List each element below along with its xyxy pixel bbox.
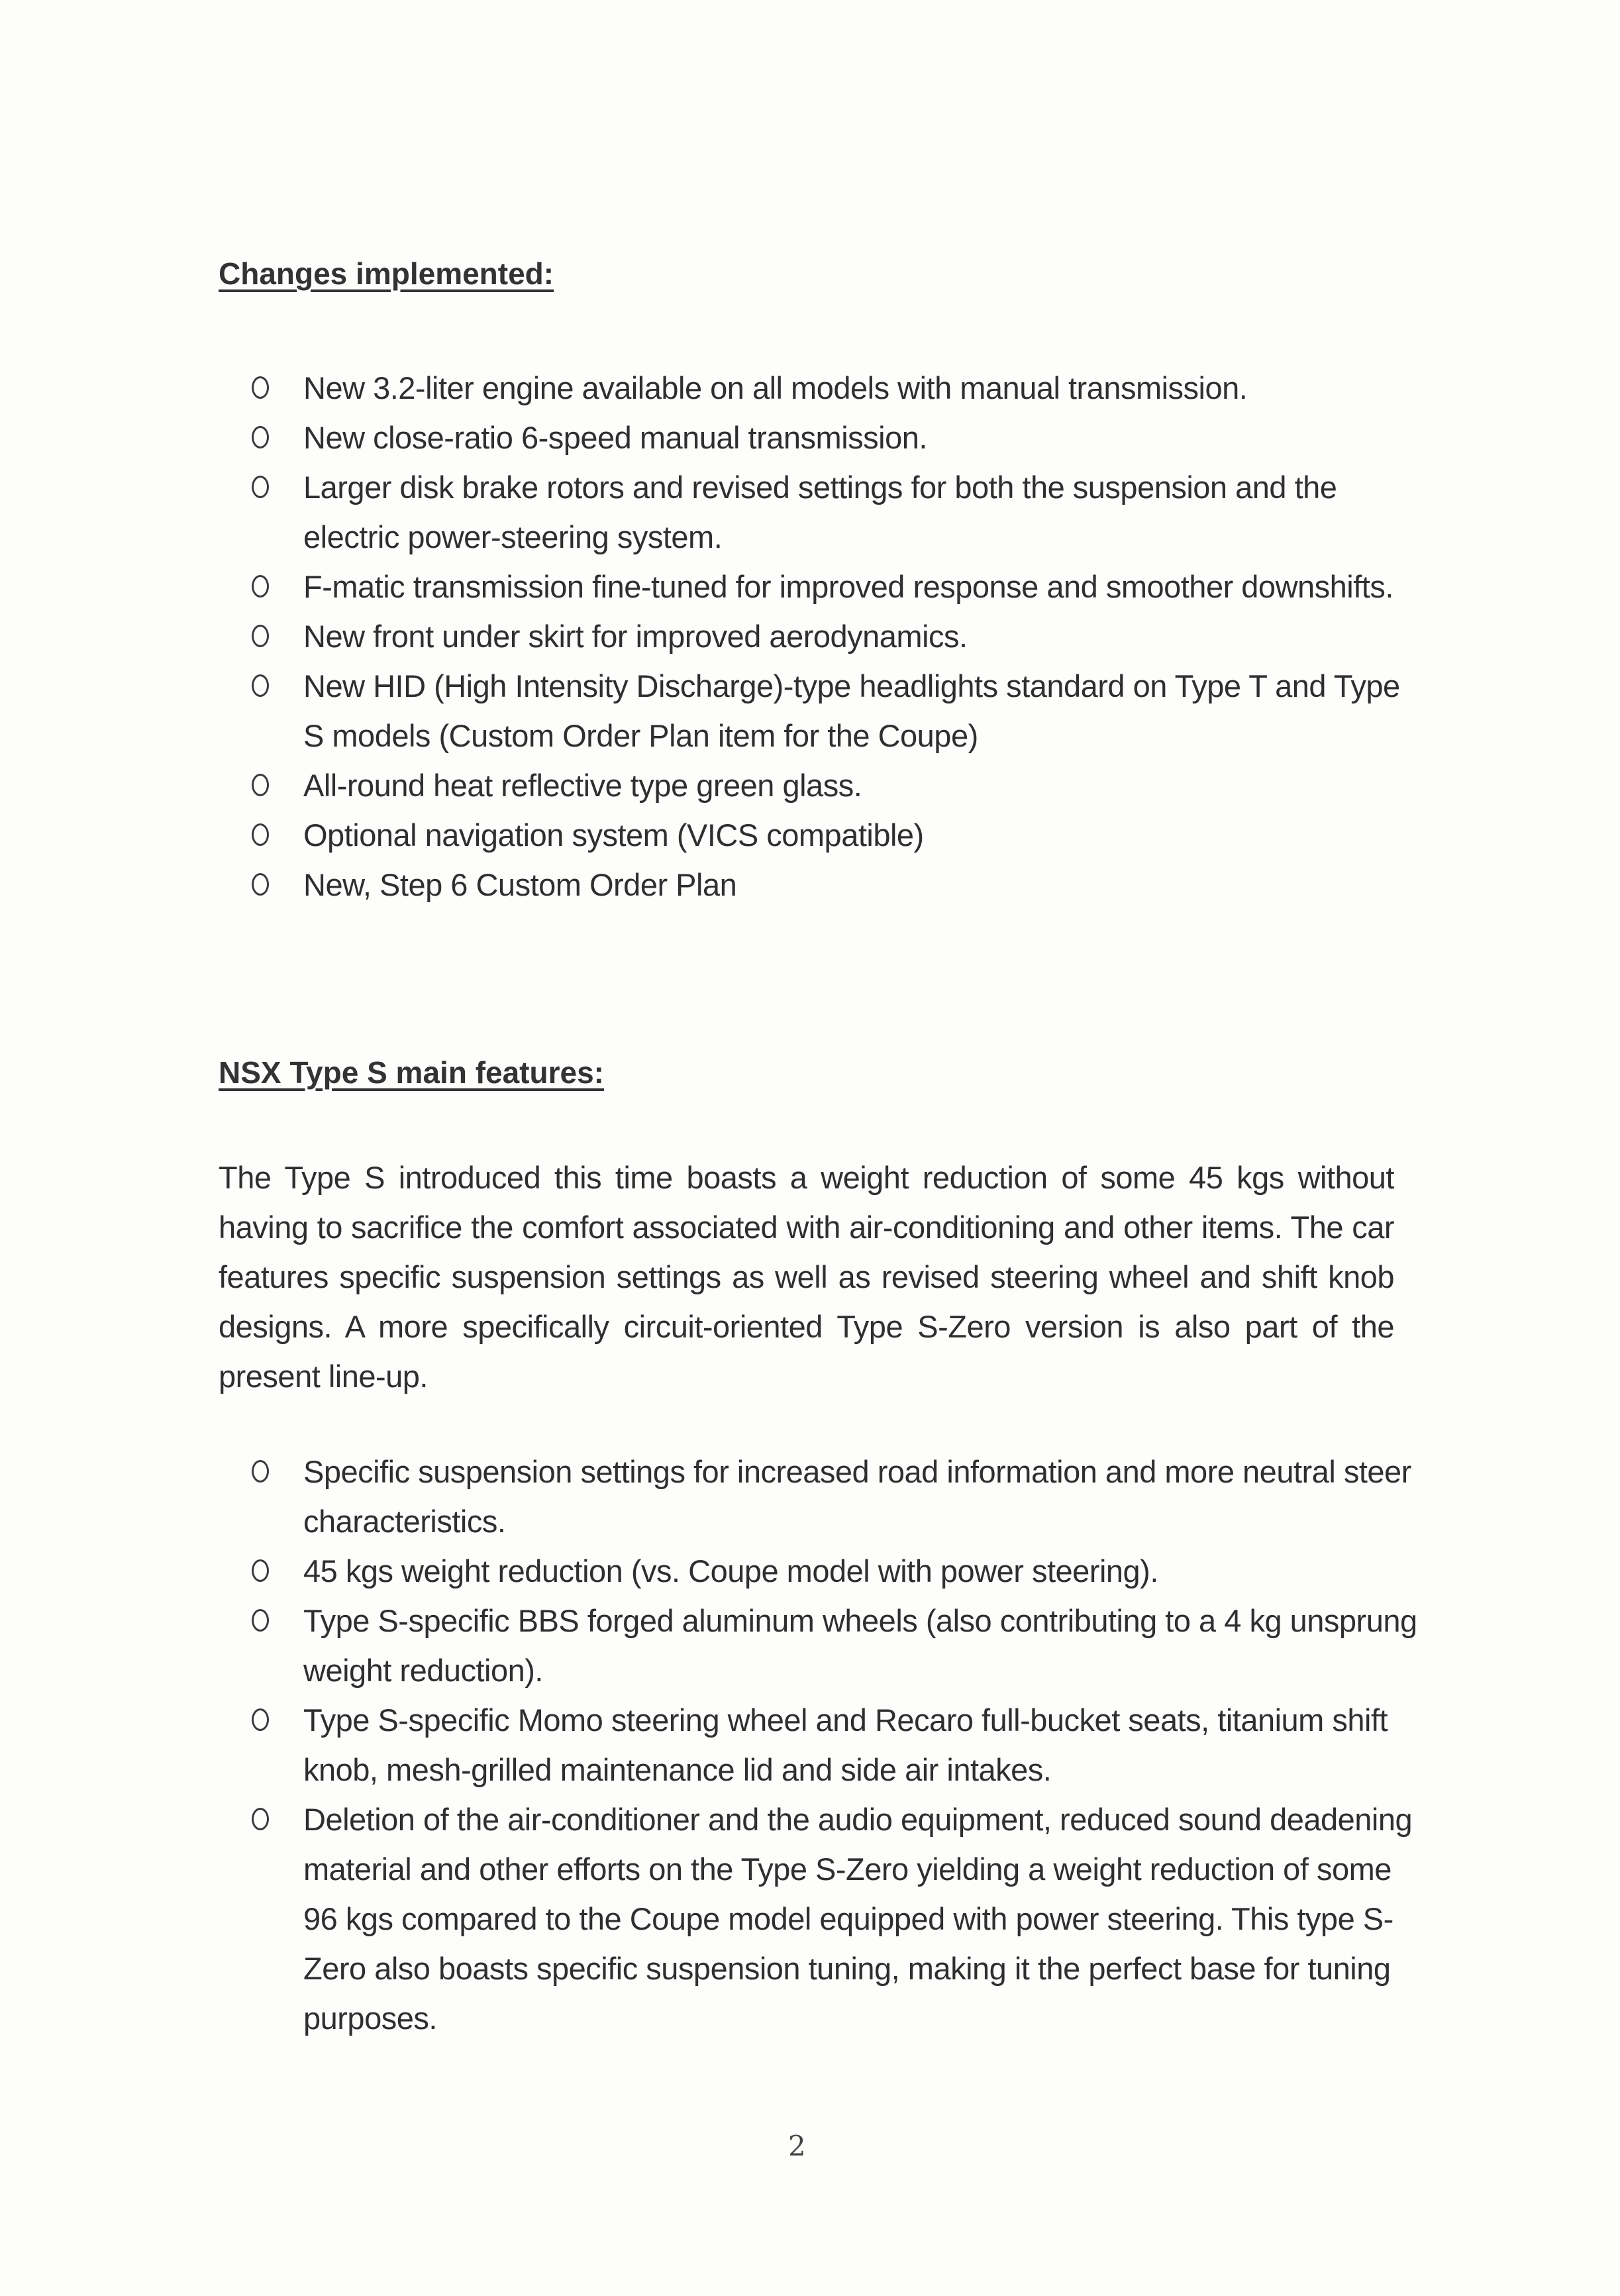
list-item-text: New 3.2-liter engine available on all models with manual transmission. <box>303 370 1248 405</box>
list-item-text: New, Step 6 Custom Order Plan <box>303 867 737 902</box>
list-item-text: Optional navigation system (VICS compatible) <box>303 817 924 853</box>
type-s-intro-paragraph: The Type S introduced this time boasts a weight reduction of some 45 kgs without having to sacrifice the comfort associated with air-conditioning and other items. The car features specific suspension settings as well as revised steering wheel and shift knob designs. A more specifically circuit-oriented Type S-Zero version is also part of the present line-up. <box>219 1160 1394 1394</box>
type-s-features-list <box>252 1447 1417 2043</box>
section-heading-type-s-features: NSX Type S main features: <box>219 1055 604 1090</box>
list-item-text: New HID (High Intensity Discharge)-type headlights standard on Type T and Type S models (Custom Order Plan item for the Coupe) <box>303 668 1400 753</box>
list-item <box>252 462 1417 562</box>
list-item-text: Type S-specific Momo steering wheel and Recaro full-bucket seats, titanium shift knob, mesh-grilled maintenance lid and side air intakes. <box>303 1702 1388 1787</box>
page-number: 2 <box>788 2130 806 2162</box>
list-item-text: New front under skirt for improved aerodynamics. <box>303 619 968 654</box>
list-item-text: All-round heat reflective type green glass. <box>303 768 862 803</box>
list-item-text: F-matic transmission fine-tuned for improved response and smoother downshifts. <box>303 569 1393 604</box>
list-item <box>252 1795 1417 2043</box>
list-item-text: Specific suspension settings for increased road information and more neutral steer characteristics. <box>303 1454 1411 1539</box>
open-circle-icon <box>252 774 269 796</box>
open-circle-icon <box>252 1708 269 1731</box>
open-circle-icon <box>252 1808 269 1830</box>
open-circle-icon <box>252 674 269 697</box>
list-item <box>252 760 1417 810</box>
open-circle-icon <box>252 575 269 598</box>
open-circle-icon <box>252 1460 269 1483</box>
open-circle-icon <box>252 873 269 896</box>
open-circle-icon <box>252 426 269 448</box>
list-item <box>252 661 1417 760</box>
open-circle-icon <box>252 376 269 399</box>
list-item <box>252 413 1417 462</box>
list-item-text: Type S-specific BBS forged aluminum wheels (also contributing to a 4 kg unsprung weight reduction). <box>303 1603 1417 1688</box>
list-item <box>252 1596 1417 1695</box>
list-item <box>252 1546 1417 1596</box>
list-item <box>252 1695 1417 1795</box>
list-item <box>252 860 1417 910</box>
list-item <box>252 810 1417 860</box>
section-heading-changes: Changes implemented: <box>219 256 554 291</box>
list-item <box>252 363 1417 413</box>
list-item-text: Deletion of the air-conditioner and the audio equipment, reduced sound deadening material and other efforts on the Type S-Zero yielding a weight reduction of some 96 kgs compared to the Coupe model equipped with power steering. This type S-Zero also boasts specific suspension tuning, making it the perfect base for tuning purposes. <box>303 1802 1413 2036</box>
open-circle-icon <box>252 1609 269 1632</box>
list-item-text: Larger disk brake rotors and revised settings for both the suspension and the electric power-steering system. <box>303 470 1337 554</box>
list-item <box>252 1447 1417 1546</box>
open-circle-icon <box>252 823 269 846</box>
open-circle-icon <box>252 1559 269 1582</box>
changes-list <box>252 363 1417 910</box>
list-item-text: New close-ratio 6-speed manual transmission. <box>303 420 927 455</box>
list-item-text: 45 kgs weight reduction (vs. Coupe model with power steering). <box>303 1553 1158 1589</box>
list-item <box>252 562 1417 611</box>
open-circle-icon <box>252 625 269 647</box>
list-item <box>252 611 1417 661</box>
open-circle-icon <box>252 476 269 498</box>
